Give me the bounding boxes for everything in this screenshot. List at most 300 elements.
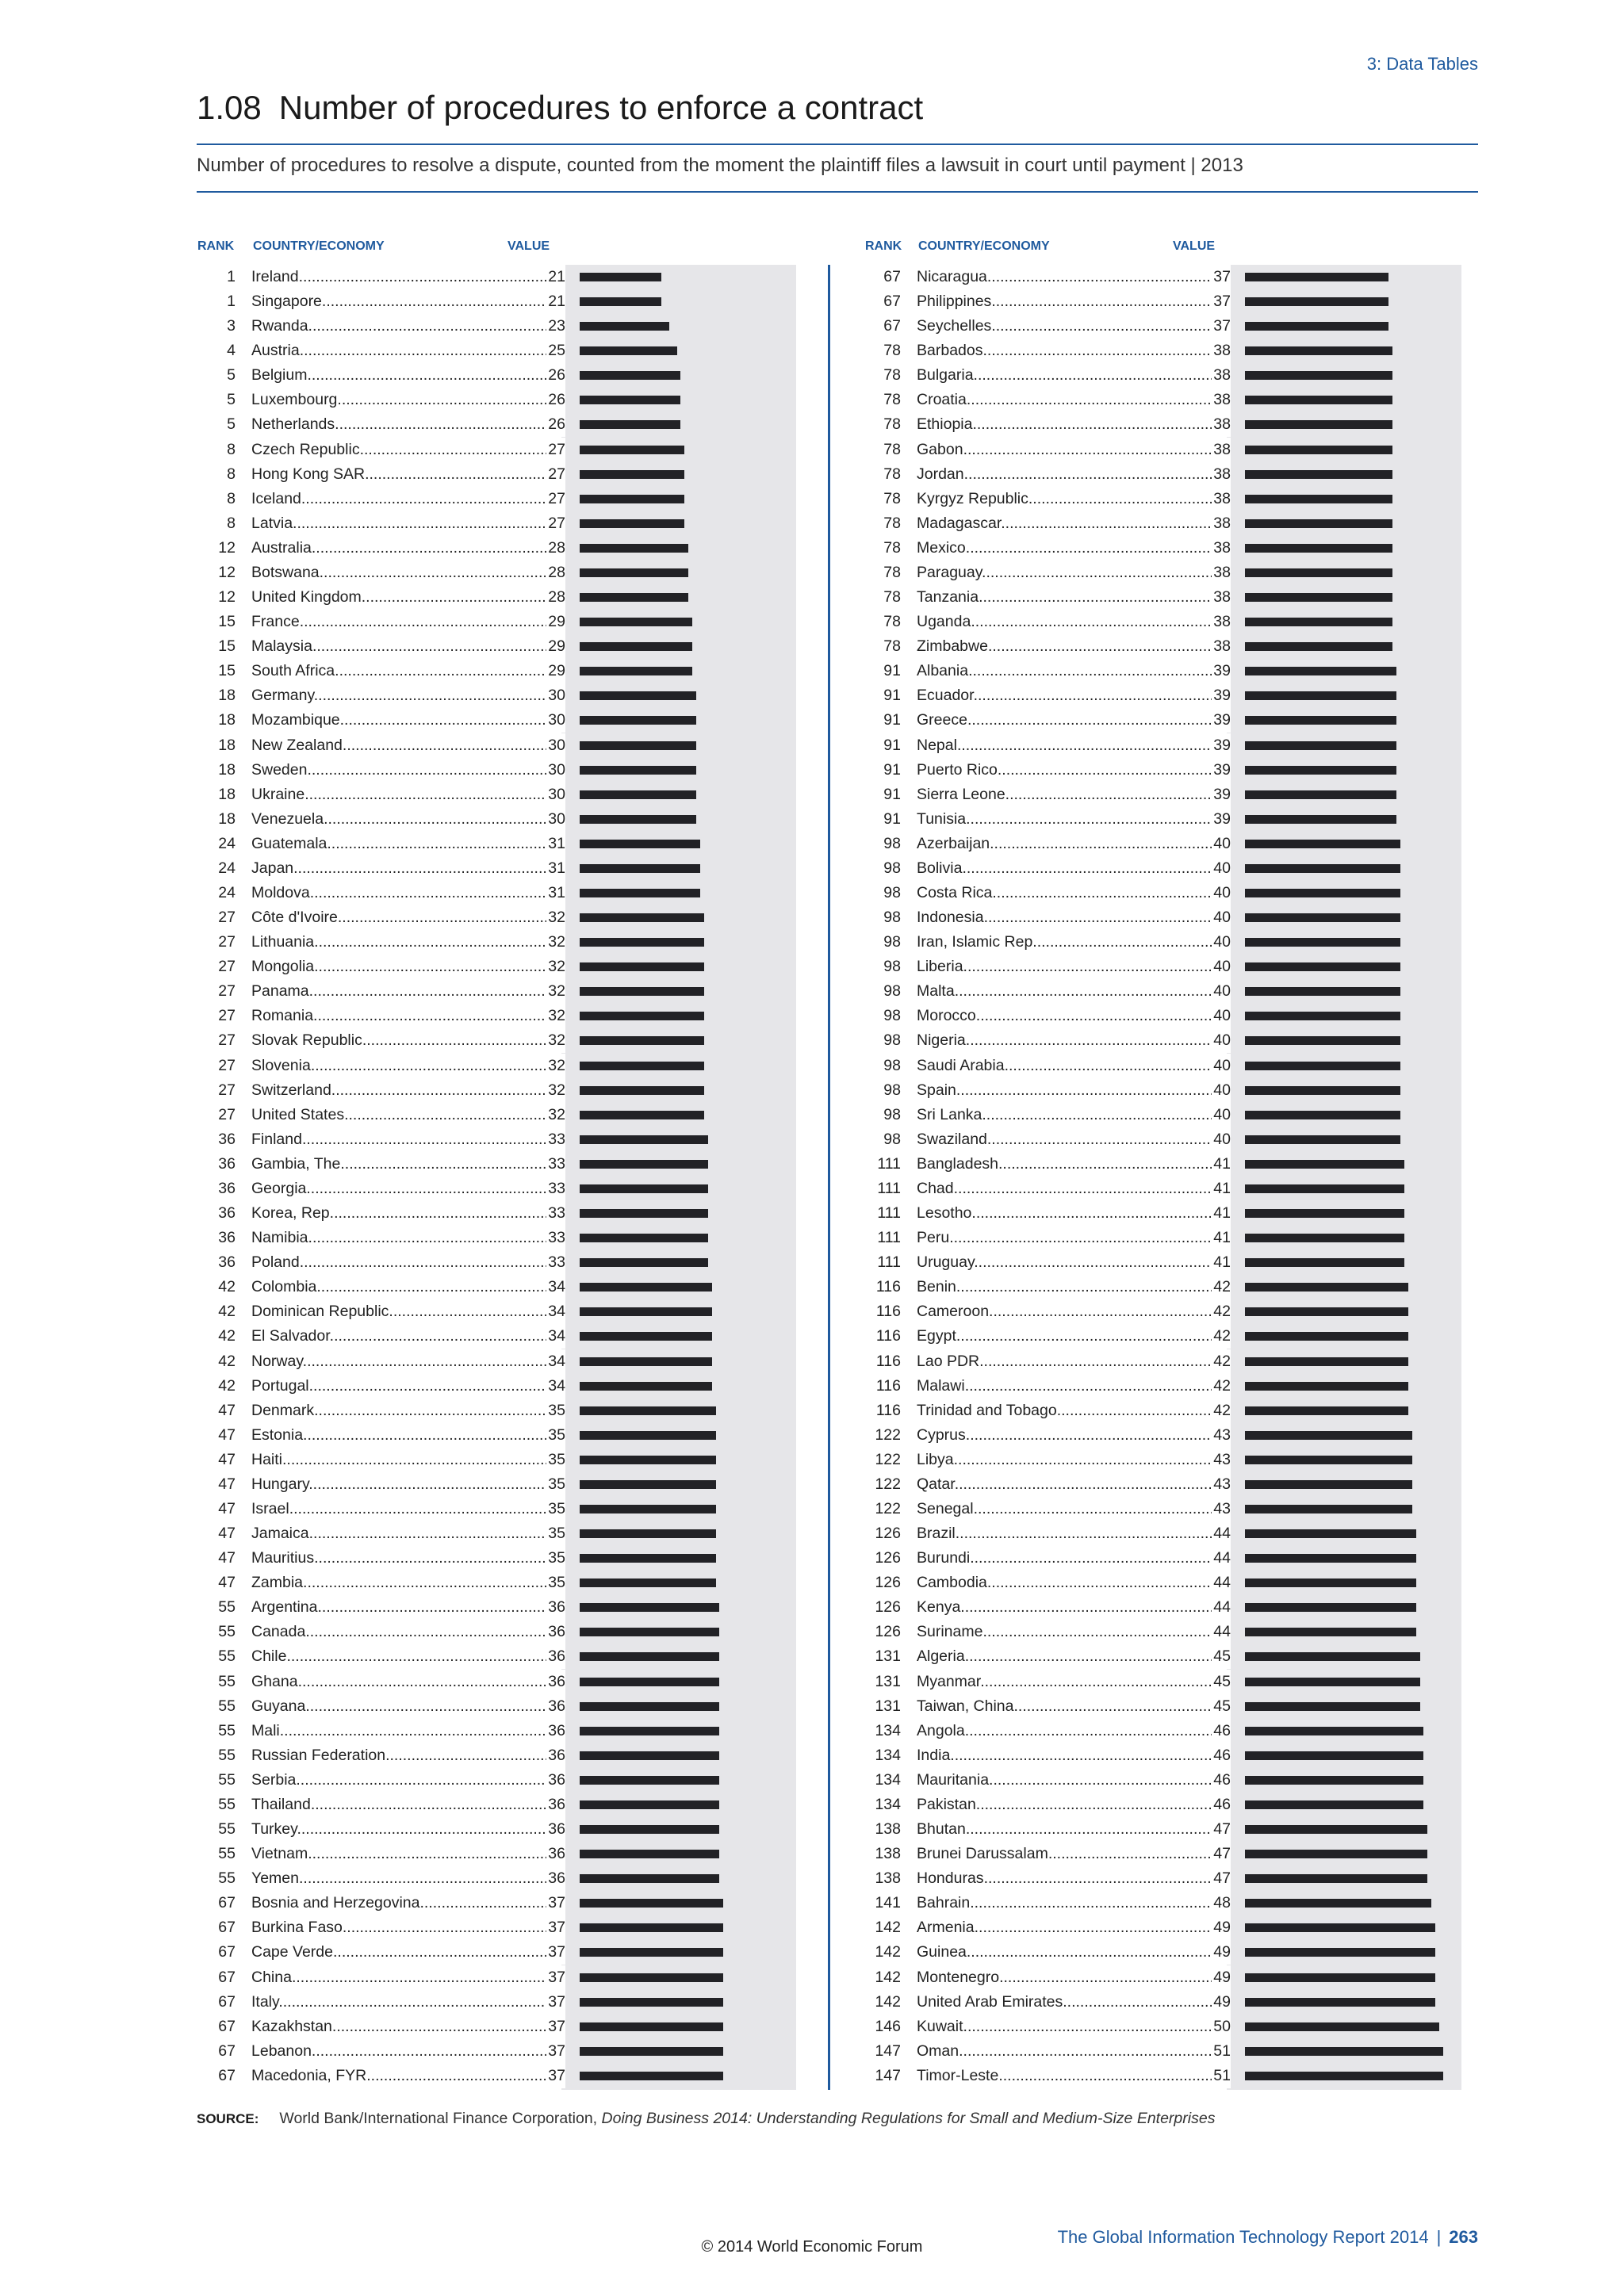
value-bar <box>1245 766 1396 775</box>
rank-cell: 47 <box>218 1425 236 1444</box>
country-cell: Slovak Republic ..... <box>251 1028 547 1053</box>
value-bar <box>580 815 696 824</box>
value-cell: 37 <box>546 1965 565 1990</box>
country-cell: France ..... <box>251 610 547 634</box>
rank-cell: 126 <box>875 1574 901 1592</box>
country-cell: Mauritania ..... <box>917 1768 1212 1793</box>
table-row <box>197 1250 816 1275</box>
value-cell: 43 <box>1212 1423 1231 1448</box>
value-bar <box>580 1456 716 1464</box>
country-cell: Vietnam ..... <box>251 1842 547 1866</box>
country-cell: Bulgaria ..... <box>917 363 1212 388</box>
value-cell: 43 <box>1212 1472 1231 1497</box>
value-bar <box>580 1480 716 1489</box>
country-cell: Tunisia ..... <box>917 807 1212 832</box>
table-row <box>197 1915 816 1940</box>
table-row <box>863 487 1481 511</box>
rank-cell: 3 <box>227 317 236 335</box>
source-title: Doing Business 2014: Understanding Regulations for Small and Medium-Size Enterprises <box>601 2110 1216 2127</box>
country-cell: Italy ..... <box>251 1990 547 2015</box>
value-bar <box>1245 642 1392 651</box>
table-row <box>863 363 1481 388</box>
table-row <box>863 2015 1481 2039</box>
value-cell: 41 <box>1212 1201 1231 1226</box>
value-cell: 51 <box>1212 2064 1231 2088</box>
country-cell: Ethiopia ..... <box>917 412 1212 437</box>
value-cell: 28 <box>546 561 565 585</box>
table-row <box>863 1275 1481 1299</box>
value-bar <box>1245 2022 1439 2031</box>
value-bar <box>580 1012 704 1020</box>
value-cell: 32 <box>546 1103 565 1127</box>
table-row <box>197 2015 816 2039</box>
country-cell: Rwanda ..... <box>251 314 547 339</box>
rank-cell: 141 <box>875 1894 901 1912</box>
value-cell: 26 <box>546 388 565 412</box>
value-bar <box>1245 1578 1416 1587</box>
country-cell: United States ..... <box>251 1103 547 1127</box>
value-cell: 37 <box>1212 265 1231 289</box>
table-row <box>863 1940 1481 1965</box>
country-cell: Lao PDR ..... <box>917 1349 1212 1374</box>
value-cell: 34 <box>546 1275 565 1299</box>
rank-cell: 24 <box>218 859 236 877</box>
country-cell: United Arab Emirates ..... <box>917 1990 1212 2015</box>
rank-cell: 116 <box>875 1401 901 1419</box>
value-cell: 49 <box>1212 1940 1231 1965</box>
value-cell: 30 <box>546 683 565 708</box>
rank-cell: 116 <box>875 1327 901 1345</box>
table-row <box>863 1054 1481 1078</box>
value-cell: 40 <box>1212 1054 1231 1078</box>
value-cell: 46 <box>1212 1793 1231 1817</box>
table-row <box>197 1817 816 1842</box>
value-cell: 41 <box>1212 1177 1231 1201</box>
rank-cell: 134 <box>875 1721 901 1739</box>
country-cell: Singapore ..... <box>251 289 547 314</box>
value-bar <box>580 1062 704 1070</box>
table-row <box>863 856 1481 881</box>
rank-cell: 116 <box>875 1278 901 1296</box>
table-row <box>197 561 816 585</box>
value-bar <box>1245 840 1400 848</box>
table-row <box>863 1768 1481 1793</box>
rank-cell: 67 <box>218 2017 236 2035</box>
country-cell: Nicaragua ..... <box>917 265 1212 289</box>
country-cell: Hong Kong SAR ..... <box>251 462 547 487</box>
value-bar <box>580 544 688 553</box>
value-bar <box>580 1899 723 1908</box>
rank-cell: 98 <box>883 1007 901 1025</box>
rank-cell: 98 <box>883 834 901 852</box>
table-row <box>197 1226 816 1250</box>
rank-cell: 67 <box>218 1919 236 1937</box>
country-cell: Denmark ..... <box>251 1399 547 1423</box>
rank-cell: 111 <box>877 1229 901 1247</box>
value-cell: 42 <box>1212 1299 1231 1324</box>
value-cell: 43 <box>1212 1448 1231 1472</box>
table-row <box>197 1891 816 1915</box>
country-cell: Australia ..... <box>251 536 547 561</box>
rank-cell: 91 <box>883 736 901 754</box>
rank-cell: 116 <box>875 1376 901 1395</box>
value-cell: 30 <box>546 708 565 733</box>
table-row <box>197 1595 816 1620</box>
table-row <box>863 289 1481 314</box>
value-bar <box>580 2047 723 2056</box>
rank-cell: 111 <box>877 1204 901 1223</box>
country-cell: Poland ..... <box>251 1250 547 1275</box>
table-number: 1.08 <box>197 89 262 126</box>
rank-cell: 122 <box>875 1450 901 1468</box>
value-cell: 49 <box>1212 1965 1231 1990</box>
value-bar <box>580 420 680 429</box>
value-cell: 30 <box>546 758 565 783</box>
rank-cell: 78 <box>883 415 901 434</box>
country-cell: Belgium ..... <box>251 363 547 388</box>
table-row <box>863 1103 1481 1127</box>
country-cell: Turkey ..... <box>251 1817 547 1842</box>
value-cell: 34 <box>546 1324 565 1349</box>
table-row <box>197 2039 816 2064</box>
value-cell: 37 <box>1212 289 1231 314</box>
table-row <box>197 683 816 708</box>
value-cell: 40 <box>1212 955 1231 979</box>
table-row <box>863 2064 1481 2088</box>
country-cell: Kazakhstan ..... <box>251 2015 547 2039</box>
country-cell: Swaziland ..... <box>917 1127 1212 1152</box>
table-row <box>863 438 1481 462</box>
value-bar <box>1245 618 1392 626</box>
rank-header-right: RANK <box>865 239 902 253</box>
value-bar <box>1245 1283 1408 1292</box>
value-bar <box>1245 1652 1420 1661</box>
table-row <box>863 1694 1481 1719</box>
value-bar <box>580 1160 708 1169</box>
rank-cell: 36 <box>218 1154 236 1173</box>
value-bar <box>1245 1406 1408 1415</box>
value-cell: 39 <box>1212 733 1231 758</box>
country-header-left: COUNTRY/ECONOMY <box>253 239 385 253</box>
value-cell: 39 <box>1212 758 1231 783</box>
value-cell: 29 <box>546 659 565 683</box>
rank-cell: 138 <box>875 1869 901 1888</box>
table-row <box>197 363 816 388</box>
rank-cell: 18 <box>218 785 236 803</box>
value-bar <box>580 962 704 971</box>
country-cell: Senegal ..... <box>917 1497 1212 1521</box>
rank-cell: 91 <box>883 662 901 680</box>
value-cell: 33 <box>546 1127 565 1152</box>
value-cell: 41 <box>1212 1152 1231 1177</box>
value-bar <box>1245 962 1400 971</box>
table-row <box>197 610 816 634</box>
rank-cell: 126 <box>875 1549 901 1567</box>
country-cell: Lithuania ..... <box>251 930 547 955</box>
page-title <box>197 89 923 127</box>
table-row <box>197 1694 816 1719</box>
value-bar <box>1245 1505 1412 1513</box>
value-bar <box>1245 667 1396 675</box>
country-cell: Oman ..... <box>917 2039 1212 2064</box>
table-row <box>197 708 816 733</box>
rank-cell: 98 <box>883 982 901 1001</box>
value-cell: 40 <box>1212 856 1231 881</box>
value-cell: 35 <box>546 1571 565 1595</box>
country-cell: Germany ..... <box>251 683 547 708</box>
value-cell: 46 <box>1212 1719 1231 1743</box>
value-bar <box>1245 889 1400 897</box>
value-cell: 32 <box>546 1004 565 1028</box>
country-cell: Croatia ..... <box>917 388 1212 412</box>
value-cell: 33 <box>546 1250 565 1275</box>
value-bar <box>580 1948 723 1957</box>
rank-cell: 134 <box>875 1746 901 1764</box>
value-bar <box>580 1603 719 1612</box>
country-cell: Switzerland ..... <box>251 1078 547 1103</box>
rank-cell: 116 <box>875 1352 901 1370</box>
country-cell: Portugal ..... <box>251 1374 547 1399</box>
value-bar <box>580 396 680 404</box>
subtitle-rule <box>197 191 1478 193</box>
table-row <box>863 314 1481 339</box>
value-cell: 44 <box>1212 1521 1231 1546</box>
value-cell: 36 <box>546 1719 565 1743</box>
table-title: Number of procedures to enforce a contract <box>278 89 924 126</box>
country-cell: Malaysia ..... <box>251 634 547 659</box>
table-row <box>197 1990 816 2015</box>
table-row <box>863 1127 1481 1152</box>
value-cell: 30 <box>546 733 565 758</box>
table-row <box>863 1078 1481 1103</box>
country-cell: Malawi ..... <box>917 1374 1212 1399</box>
rank-cell: 78 <box>883 613 901 631</box>
value-bar <box>1245 790 1396 799</box>
table-row <box>197 1054 816 1078</box>
section-tag: 3: Data Tables <box>1366 54 1478 74</box>
rank-cell: 67 <box>883 293 901 311</box>
column-divider <box>828 265 830 2090</box>
value-bar <box>1245 1307 1408 1316</box>
value-cell: 40 <box>1212 1004 1231 1028</box>
country-cell: Romania ..... <box>251 1004 547 1028</box>
rank-cell: 78 <box>883 366 901 385</box>
value-cell: 40 <box>1212 979 1231 1004</box>
rank-cell: 15 <box>218 662 236 680</box>
value-bar <box>580 1678 719 1686</box>
value-cell: 38 <box>1212 585 1231 610</box>
value-cell: 44 <box>1212 1595 1231 1620</box>
country-cell: Colombia ..... <box>251 1275 547 1299</box>
country-cell: Chile ..... <box>251 1644 547 1669</box>
value-bar <box>1245 987 1400 996</box>
country-cell: Mauritius ..... <box>251 1546 547 1571</box>
value-cell: 36 <box>546 1694 565 1719</box>
table-row <box>197 1670 816 1694</box>
rank-cell: 18 <box>218 736 236 754</box>
rank-cell: 47 <box>218 1450 236 1468</box>
table-row <box>197 1620 816 1644</box>
table-row <box>197 1472 816 1497</box>
value-cell: 37 <box>1212 314 1231 339</box>
value-cell: 41 <box>1212 1250 1231 1275</box>
rank-cell: 12 <box>218 588 236 607</box>
rank-cell: 55 <box>218 1598 236 1617</box>
value-bar <box>580 1111 704 1119</box>
rank-header-left: RANK <box>197 239 235 253</box>
source-text: World Bank/International Finance Corporation, <box>279 2110 602 2127</box>
value-bar <box>1245 1825 1427 1834</box>
table-row <box>863 832 1481 856</box>
table-row <box>197 1571 816 1595</box>
table-row <box>863 1793 1481 1817</box>
value-cell: 21 <box>546 265 565 289</box>
value-bar <box>580 1800 719 1809</box>
table-row <box>863 807 1481 832</box>
rank-cell: 47 <box>218 1574 236 1592</box>
table-row <box>197 289 816 314</box>
value-cell: 40 <box>1212 832 1231 856</box>
value-bar <box>1245 396 1392 404</box>
table-row <box>197 412 816 437</box>
table-row <box>197 1399 816 1423</box>
value-bar <box>580 913 704 922</box>
value-cell: 45 <box>1212 1644 1231 1669</box>
value-cell: 39 <box>1212 683 1231 708</box>
rank-cell: 138 <box>875 1820 901 1839</box>
rank-cell: 142 <box>875 1968 901 1986</box>
title-rule <box>197 144 1478 145</box>
value-bar <box>1245 1800 1423 1809</box>
table-row <box>197 1349 816 1374</box>
rank-cell: 98 <box>883 884 901 901</box>
value-cell: 36 <box>546 1644 565 1669</box>
value-bar <box>1245 1850 1427 1858</box>
country-cell: Guinea ..... <box>917 1940 1212 1965</box>
value-cell: 50 <box>1212 2015 1231 2039</box>
value-cell: 40 <box>1212 930 1231 955</box>
table-row <box>197 314 816 339</box>
rank-cell: 91 <box>883 687 901 705</box>
rank-cell: 147 <box>875 2066 901 2084</box>
country-cell: Lebanon ..... <box>251 2039 547 2064</box>
rank-cell: 142 <box>875 1943 901 1961</box>
table-row <box>863 979 1481 1004</box>
value-bar <box>580 1652 719 1661</box>
table-row <box>863 708 1481 733</box>
table-row <box>863 783 1481 807</box>
value-cell: 32 <box>546 1028 565 1053</box>
value-cell: 42 <box>1212 1399 1231 1423</box>
value-cell: 45 <box>1212 1670 1231 1694</box>
table-row <box>197 1497 816 1521</box>
value-bar <box>1245 1184 1404 1193</box>
country-cell: Moldova ..... <box>251 881 547 905</box>
value-cell: 36 <box>546 1842 565 1866</box>
rank-cell: 27 <box>218 933 236 951</box>
rank-cell: 116 <box>875 1303 901 1321</box>
country-cell: Taiwan, China ..... <box>917 1694 1212 1719</box>
rank-cell: 111 <box>877 1154 901 1173</box>
footer-separator: | <box>1436 2227 1442 2247</box>
rank-cell: 91 <box>883 760 901 779</box>
value-bar <box>1245 1456 1412 1464</box>
country-cell: Jordan ..... <box>917 462 1212 487</box>
country-header-right: COUNTRY/ECONOMY <box>918 239 1050 253</box>
rank-cell: 126 <box>875 1598 901 1617</box>
table-row <box>863 733 1481 758</box>
value-cell: 39 <box>1212 708 1231 733</box>
country-cell: New Zealand ..... <box>251 733 547 758</box>
country-cell: Bosnia and Herzegovina ..... <box>251 1891 547 1915</box>
country-cell: Austria ..... <box>251 339 547 363</box>
table-row <box>197 265 816 289</box>
country-cell: Netherlands ..... <box>251 412 547 437</box>
table-row <box>197 585 816 610</box>
rank-cell: 47 <box>218 1401 236 1419</box>
table-row <box>863 758 1481 783</box>
country-cell: Libya ..... <box>917 1448 1212 1472</box>
table-row <box>863 955 1481 979</box>
table-row <box>197 511 816 536</box>
rank-cell: 8 <box>227 489 236 507</box>
rank-cell: 142 <box>875 1919 901 1937</box>
table-row <box>197 955 816 979</box>
rank-cell: 131 <box>875 1647 901 1666</box>
value-cell: 43 <box>1212 1497 1231 1521</box>
table-row <box>197 1324 816 1349</box>
rank-cell: 138 <box>875 1845 901 1863</box>
value-bar <box>1245 593 1392 602</box>
country-cell: Cape Verde ..... <box>251 1940 547 1965</box>
country-cell: Gabon ..... <box>917 438 1212 462</box>
country-cell: Peru ..... <box>917 1226 1212 1250</box>
value-cell: 42 <box>1212 1349 1231 1374</box>
table-row <box>197 979 816 1004</box>
value-cell: 29 <box>546 634 565 659</box>
rank-cell: 78 <box>883 489 901 507</box>
rank-cell: 67 <box>218 1894 236 1912</box>
value-cell: 33 <box>546 1226 565 1250</box>
country-cell: Angola ..... <box>917 1719 1212 1743</box>
value-header-right: VALUE <box>1173 239 1216 253</box>
value-cell: 34 <box>546 1374 565 1399</box>
value-bar <box>580 938 704 947</box>
country-cell: Panama ..... <box>251 979 547 1004</box>
country-cell: Haiti ..... <box>251 1448 547 1472</box>
value-bar <box>1245 691 1396 700</box>
table-row <box>863 388 1481 412</box>
rank-cell: 8 <box>227 465 236 483</box>
value-cell: 40 <box>1212 1127 1231 1152</box>
country-cell: Suriname ..... <box>917 1620 1212 1644</box>
rank-cell: 91 <box>883 711 901 729</box>
country-cell: Sierra Leone ..... <box>917 783 1212 807</box>
country-cell: Saudi Arabia ..... <box>917 1054 1212 1078</box>
table-row <box>197 2064 816 2088</box>
rank-cell: 27 <box>218 982 236 1001</box>
rank-cell: 18 <box>218 687 236 705</box>
table-row <box>863 1670 1481 1694</box>
table-row <box>863 1842 1481 1866</box>
value-bar <box>580 840 700 848</box>
table-row <box>197 1965 816 1990</box>
value-cell: 39 <box>1212 783 1231 807</box>
country-cell: Kyrgyz Republic ..... <box>917 487 1212 511</box>
value-bar <box>580 1998 723 2007</box>
value-bar <box>1245 1751 1423 1760</box>
value-cell: 38 <box>1212 487 1231 511</box>
